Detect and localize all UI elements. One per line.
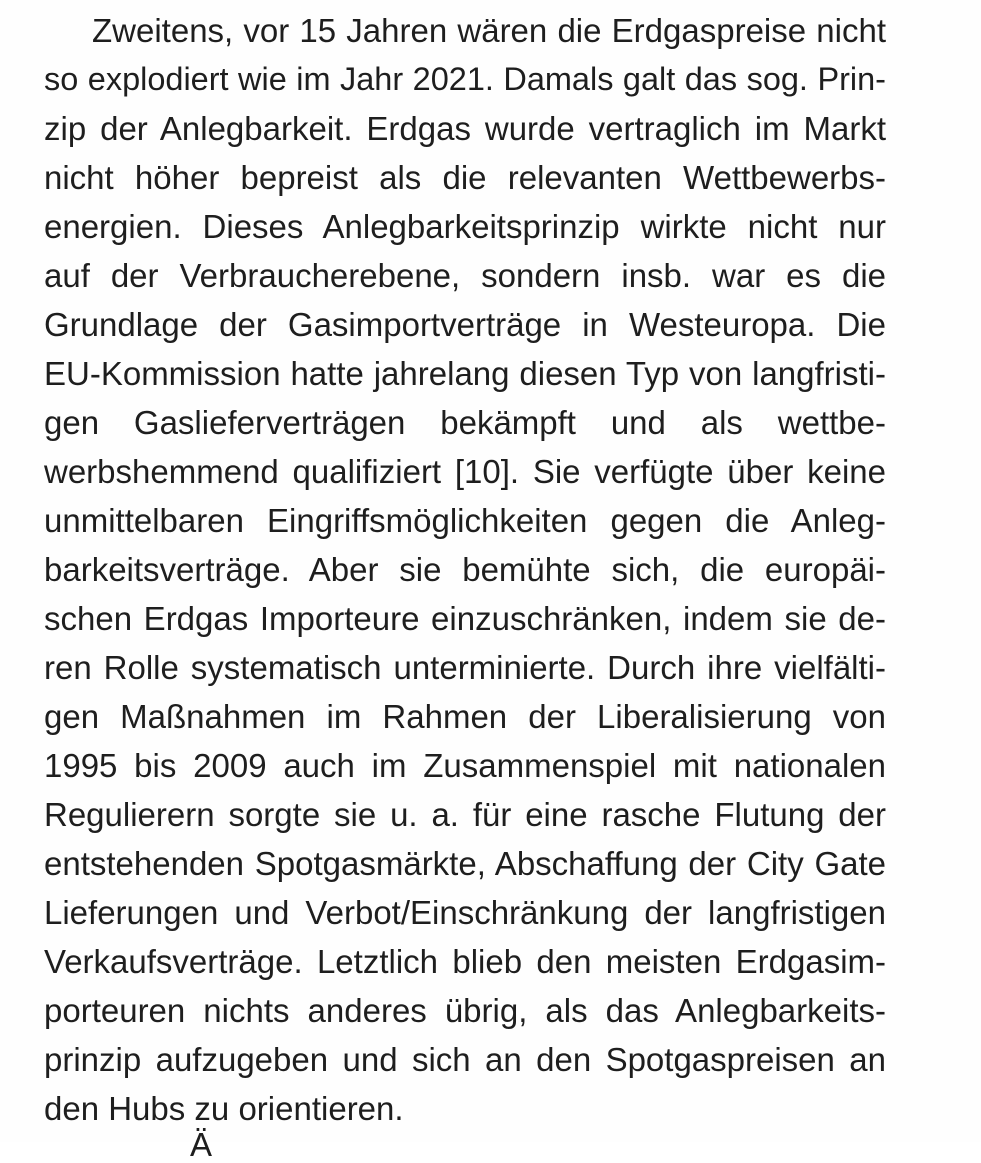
paragraph-line: unmittelbaren Eingriffsmöglichkeiten gegen die Anleg- xyxy=(44,502,886,539)
paragraph-line: prinzip aufzugeben und sich an den Spotgaspreisen an xyxy=(44,1041,886,1078)
paragraph-line: den Hubs zu orientieren. xyxy=(44,1090,404,1127)
paragraph-line: Lieferungen und Verbot/Einschränkung der langfristigen xyxy=(44,894,886,931)
paragraph-line: auf der Verbraucherebene, sondern insb. war es die xyxy=(44,257,886,294)
paragraph-line: zip der Anlegbarkeit. Erdgas wurde vertraglich im Markt xyxy=(44,110,886,147)
paragraph-line: werbshemmend qualifiziert [10]. Sie verfügte über keine xyxy=(44,453,886,490)
paragraph-line: gen Maßnahmen im Rahmen der Liberalisierung von xyxy=(44,698,886,735)
paragraph-line: ren Rolle systematisch unterminierte. Durch ihre vielfälti- xyxy=(44,649,886,686)
paragraph-line: entstehenden Spotgasmärkte, Abschaffung der City Gate xyxy=(44,845,886,882)
paragraph-line: Grundlage der Gasimportverträge in Westeuropa. Die xyxy=(44,306,886,343)
paragraph-line: so explodiert wie im Jahr 2021. Damals galt das sog. Prin- xyxy=(44,61,886,97)
paragraph-line: Regulierern sorgte sie u. a. für eine rasche Flutung der xyxy=(44,796,886,833)
body-paragraph xyxy=(44,6,886,1133)
paragraph-line: barkeitsverträge. Aber sie bemühte sich, die europäi- xyxy=(44,551,886,588)
paragraph-line: gen Gaslieferverträgen bekämpft und als wettbe- xyxy=(44,404,886,441)
paragraph-line: energien. Dieses Anlegbarkeitsprinzip wirkte nicht nur xyxy=(44,208,886,245)
paragraph-line: nicht höher bepreist als die relevanten Wettbewerbs- xyxy=(44,159,886,196)
paragraph-line: porteuren nichts anderes übrig, als das Anlegbarkeits- xyxy=(44,992,886,1029)
paragraph-line: Zweitens, vor 15 Jahren wären die Erdgaspreise nicht xyxy=(92,12,886,49)
cutoff-next-line: Ä xyxy=(190,1126,213,1163)
paragraph-line: EU-Kommission hatte jahrelang diesen Typ von langfristi- xyxy=(44,355,886,392)
paragraph-line: 1995 bis 2009 auch im Zusammenspiel mit nationalen xyxy=(44,747,886,784)
paragraph-line: schen Erdgas Importeure einzuschränken, indem sie de- xyxy=(44,600,886,637)
paragraph-line: Verkaufsverträge. Letztlich blieb den meisten Erdgasim- xyxy=(44,943,886,980)
